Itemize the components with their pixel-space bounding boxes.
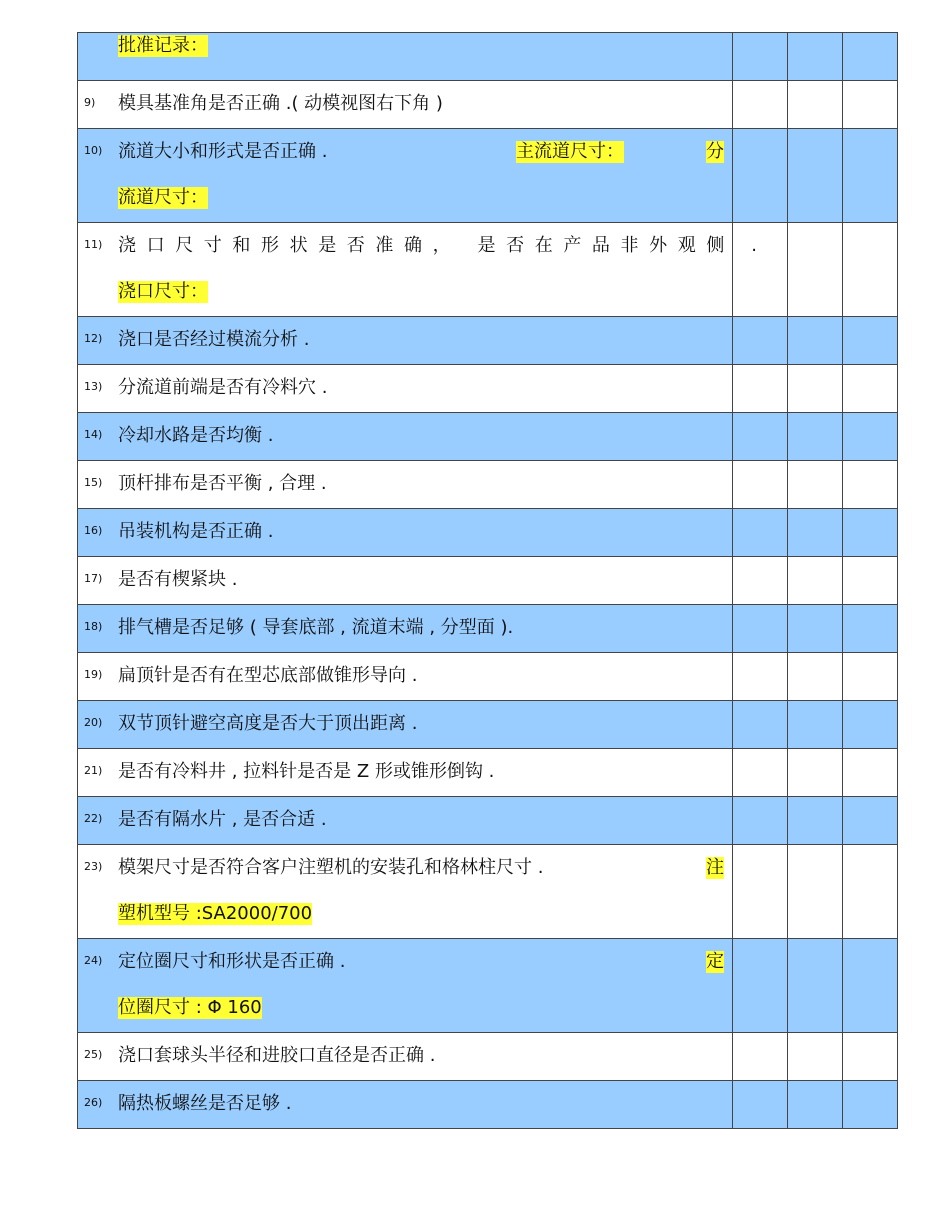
check-cell[interactable] — [733, 1033, 788, 1081]
check-cell[interactable] — [843, 1081, 898, 1129]
check-cell[interactable] — [733, 509, 788, 557]
check-cell[interactable] — [788, 605, 843, 653]
check-cell[interactable] — [788, 33, 843, 81]
item-text: 顶杆排布是否平衡 , 合理 . — [118, 473, 327, 494]
item-number: 25) — [84, 1048, 103, 1061]
item-text: 是否有隔水片 , 是否合适 . — [118, 809, 327, 830]
check-cell[interactable] — [733, 317, 788, 365]
press-model-label: 塑机型号 :SA2000/700 — [118, 903, 313, 924]
item-number: 19) — [84, 668, 103, 681]
locating-ring-size-label: 位圈尺寸 : Φ 160 — [118, 997, 262, 1018]
item-text: 浇口套球头半径和进胶口直径是否正确 . — [118, 1045, 436, 1066]
check-cell[interactable] — [788, 939, 843, 1033]
check-cell[interactable] — [843, 129, 898, 223]
check-cell[interactable] — [733, 653, 788, 701]
check-cell[interactable] — [788, 81, 843, 129]
item-number: 16) — [84, 524, 103, 537]
check-cell[interactable] — [733, 939, 788, 1033]
check-cell[interactable] — [788, 1033, 843, 1081]
check-cell[interactable] — [788, 509, 843, 557]
item-number: 24) — [84, 954, 103, 967]
item-text: 吊装机构是否正确 . — [118, 521, 274, 542]
check-cell[interactable] — [788, 749, 843, 797]
table-row — [78, 509, 898, 557]
check-cell[interactable] — [733, 557, 788, 605]
check-cell[interactable] — [733, 461, 788, 509]
check-cell[interactable] — [788, 845, 843, 939]
approval-record-label: 批准记录： — [118, 35, 208, 56]
check-cell[interactable] — [788, 461, 843, 509]
table-row — [78, 1081, 898, 1129]
check-cell[interactable] — [843, 797, 898, 845]
item-text-tail: 注 — [706, 857, 724, 878]
table-row — [78, 81, 898, 129]
check-cell[interactable] — [733, 845, 788, 939]
check-cell[interactable] — [788, 557, 843, 605]
item-text: 是否有楔紧块 . — [118, 569, 238, 590]
check-cell[interactable] — [843, 605, 898, 653]
item-text: 模具基准角是否正确 .( 动模视图右下角 ) — [118, 93, 443, 114]
check-cell[interactable] — [733, 749, 788, 797]
item-text: 冷却水路是否均衡 . — [118, 425, 274, 446]
table-row — [78, 223, 898, 317]
table-row — [78, 33, 898, 81]
check-cell[interactable] — [788, 317, 843, 365]
item-number: 23) — [84, 860, 103, 873]
item-number: 26) — [84, 1096, 103, 1109]
check-cell[interactable] — [788, 365, 843, 413]
runner-size-label: 流道尺寸： — [118, 187, 208, 208]
table-row — [78, 939, 898, 1033]
item-text: 是否有冷料井 , 拉料针是否是 Z 形或锥形倒钩 . — [118, 761, 495, 782]
check-cell[interactable] — [843, 413, 898, 461]
check-cell[interactable] — [843, 939, 898, 1033]
table-row — [78, 845, 898, 939]
table-row — [78, 605, 898, 653]
check-cell[interactable] — [843, 653, 898, 701]
table-row — [78, 653, 898, 701]
item-text: 流道大小和形式是否正确 . — [118, 141, 328, 162]
check-cell[interactable] — [843, 461, 898, 509]
item-text-tail: 分 — [706, 141, 724, 162]
table-row — [78, 413, 898, 461]
review-checklist-table — [77, 32, 898, 1129]
item-number: 10) — [84, 144, 103, 157]
check-cell[interactable] — [843, 223, 898, 317]
item-text: 模架尺寸是否符合客户注塑机的安装孔和格林柱尺寸 . — [118, 857, 544, 878]
check-cell[interactable] — [788, 129, 843, 223]
item-text: 浇口尺寸和形状是否准确， 是否在产品非外观侧 . — [118, 235, 768, 256]
check-cell[interactable] — [843, 365, 898, 413]
item-number: 18) — [84, 620, 103, 633]
item-number: 12) — [84, 332, 103, 345]
table-row — [78, 365, 898, 413]
table-row — [78, 129, 898, 223]
table-row — [78, 797, 898, 845]
main-runner-size-label: 主流道尺寸： — [516, 141, 624, 162]
check-cell[interactable] — [843, 557, 898, 605]
table-row — [78, 701, 898, 749]
check-cell[interactable] — [843, 33, 898, 81]
check-cell[interactable] — [843, 701, 898, 749]
table-row — [78, 749, 898, 797]
table-row — [78, 1033, 898, 1081]
check-cell[interactable] — [733, 1081, 788, 1129]
item-text: 定位圈尺寸和形状是否正确 . — [118, 951, 346, 972]
item-text: 扁顶针是否有在型芯底部做锥形导向 . — [118, 665, 418, 686]
table-row — [78, 317, 898, 365]
check-cell[interactable] — [788, 413, 843, 461]
check-cell[interactable] — [733, 797, 788, 845]
gate-size-label: 浇口尺寸： — [118, 281, 208, 302]
check-cell[interactable] — [843, 317, 898, 365]
item-number: 11) — [84, 238, 103, 251]
table-row — [78, 557, 898, 605]
item-number: 17) — [84, 572, 103, 585]
check-cell[interactable] — [733, 129, 788, 223]
check-cell[interactable] — [733, 701, 788, 749]
item-text: 隔热板螺丝是否足够 . — [118, 1093, 292, 1114]
check-cell[interactable] — [843, 845, 898, 939]
check-cell[interactable] — [733, 413, 788, 461]
item-number: 15) — [84, 476, 103, 489]
item-number: 20) — [84, 716, 103, 729]
check-cell[interactable] — [843, 749, 898, 797]
item-text: 双节顶针避空高度是否大于顶出距离 . — [118, 713, 418, 734]
check-cell[interactable] — [733, 81, 788, 129]
item-number: 22) — [84, 812, 103, 825]
check-cell[interactable] — [843, 1033, 898, 1081]
check-cell[interactable] — [843, 81, 898, 129]
item-text: 浇口是否经过模流分析 . — [118, 329, 310, 350]
check-cell[interactable] — [733, 33, 788, 81]
check-cell[interactable] — [788, 653, 843, 701]
check-cell[interactable] — [788, 223, 843, 317]
item-number: 21) — [84, 764, 103, 777]
item-text: 排气槽是否足够 ( 导套底部 , 流道末端 , 分型面 ). — [118, 617, 514, 638]
item-number: 13) — [84, 380, 103, 393]
table-row — [78, 461, 898, 509]
item-number: 14) — [84, 428, 103, 441]
item-text: 分流道前端是否有冷料穴 . — [118, 377, 328, 398]
check-cell[interactable] — [733, 365, 788, 413]
check-cell[interactable] — [733, 605, 788, 653]
check-cell[interactable] — [788, 1081, 843, 1129]
item-text-tail: 定 — [706, 951, 724, 972]
check-cell[interactable] — [788, 701, 843, 749]
item-number: 9) — [84, 96, 96, 109]
check-cell[interactable] — [788, 797, 843, 845]
check-cell[interactable] — [843, 509, 898, 557]
